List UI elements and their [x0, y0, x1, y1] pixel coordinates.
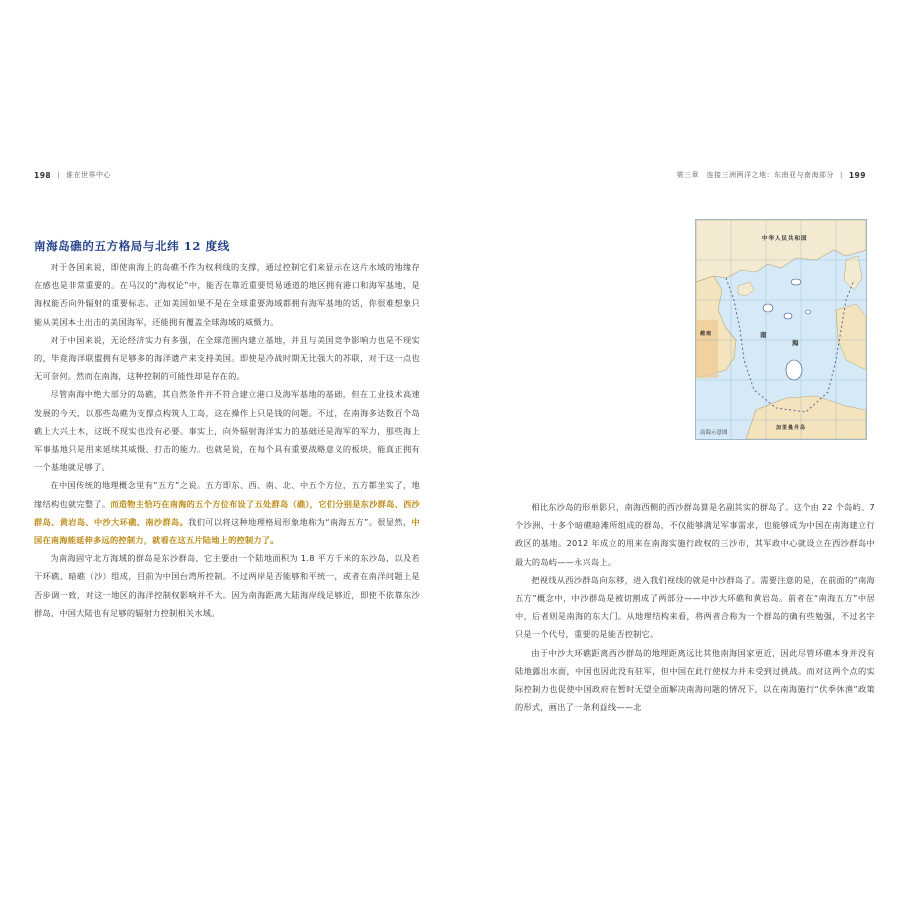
highlighted-text: 中国在南海能延伸多远的控制力，就看在这五片陆地上的控制力了。	[34, 516, 420, 546]
right-running-head-title: 第三章 连接三洲两洋之地：东南亚与南海部分	[676, 171, 834, 179]
section-title: 南海岛礁的五方格局与北纬 12 度线	[34, 239, 230, 253]
map-label-sea-1: 南	[760, 331, 768, 339]
paragraph	[515, 644, 875, 717]
right-body-text	[515, 498, 875, 716]
map-label-borneo: 加里曼丹岛	[776, 425, 807, 431]
map-label-china: 中华人民共和国	[762, 236, 808, 242]
paragraph	[34, 476, 420, 549]
south-china-sea-map	[695, 219, 867, 440]
huangyan-island	[806, 310, 811, 314]
paragraph-text: 对于各国来说，即使南海上的岛礁不作为权利线的支撑，通过控制它们来显示在这片水域的地缘存在感也是非常重要的。在马汉的“海权论”中，能否在靠近重要贸易通道的地区拥有港口和海军基地，是海权能否向外辐射的重要标志。正如美国如果不是在全球重要海域都拥有海军基地的话，你很难想象只能从美国本土出击的美国海军，还能拥有覆盖全球海域的威慑力。	[34, 262, 420, 327]
paragraph-text: 在中国传统的地理概念里有“五方”之说。五方即东、西、南、北、中五个方位，五方都坐实了，地缘结构也就完整了。	[34, 480, 420, 509]
paragraph-text: 把视线从西沙群岛向东移，进入我们视线的就是中沙群岛了。需要注意的是，在前面的“南海五方”概念中，中沙群岛是被切割成了两部分——中沙大环礁和黄岩岛。前者在“南海五方”中居中，后者则是南海的东大门。从地理结构来看，将两者合称为一个群岛的确有些勉强，不过名字只是一个代号，重要的是能否控制它。	[515, 574, 875, 640]
highlighted-region	[696, 320, 718, 378]
paragraph	[34, 549, 420, 622]
running-head-separator: |	[57, 171, 61, 179]
paragraph-text: 相比东沙岛的形单影只，南海西侧的西沙群岛算是名副其实的群岛了。这个由 22 个岛屿、7 个沙洲、十多个暗礁暗滩所组成的群岛，不仅能够满足军事需求，也能够成为中国在南海建立行政区的基地。2012 年成立的用来在南海实施行政权的三沙市，其军政中心就设立在西沙群岛中最大的岛屿——永兴岛上。	[515, 502, 875, 567]
xisha-islands	[763, 304, 773, 312]
left-running-head	[34, 170, 111, 180]
nine-dash-line	[726, 278, 854, 412]
right-page	[450, 0, 900, 900]
highlighted-text: 而造物主恰巧在南海的五个方位布设了五处群岛（礁），它们分别是东沙群岛、西沙群岛、黄岩岛、中沙大环礁、南沙群岛。	[34, 498, 420, 527]
paragraph	[34, 385, 420, 476]
zhongsha-atoll	[784, 313, 792, 319]
philippines-landmass	[836, 304, 866, 370]
nansha-islands	[786, 360, 802, 380]
china-landmass	[696, 220, 866, 282]
running-head-separator: |	[839, 171, 843, 179]
paragraph	[34, 331, 420, 386]
map-caption: 南海示意图	[700, 430, 728, 436]
left-running-head-title: 谁在世界中心	[66, 171, 112, 179]
map-label-sea-2: 海	[792, 339, 800, 347]
paragraph	[515, 498, 875, 571]
paragraph-text: 由于中沙大环礁距离西沙群岛的地理距离远比其他南海国家更近，因此尽管环礁本身并没有陆地露出水面，中国也因此没有驻军，但中国在此行使权力并未受到过挑战。而对这两个点的实际控制力也促使中国政府在暂时无望全面解决南海问题的情况下，以在南海施行“伏季休渔”政策的形式，画出了一条利益线——北	[515, 647, 875, 713]
map-graphic	[696, 220, 866, 439]
borneo-landmass	[746, 396, 866, 439]
dongsha-islands	[791, 279, 801, 285]
paragraph	[515, 571, 875, 644]
island-groups	[763, 279, 811, 380]
right-page-number: 199	[848, 170, 866, 180]
left-page-number: 198	[34, 170, 52, 180]
left-body-text	[34, 258, 420, 622]
paragraph	[34, 258, 420, 331]
paragraph-text: 对于中国来说，无论经济实力有多强，在全球范围内建立基地，并且与美国竞争影响力也是不现实的，毕竟海洋联盟拥有足够多的海洋遗产来支持美国。即使是冷战时期无比强大的苏联，对于这一点也无可奈何。然而在南海，这种控制的可能性却是存在的。	[34, 334, 420, 382]
paragraph-text: 我们可以将这种地理格局形象地称为“南海五方”。很显然，	[188, 516, 412, 527]
paragraph-text: 尽管南海中绝大部分的岛礁，其自然条件并不符合建立港口及海军基地的基础，但在工业技术高速发展的今天，以那些岛礁为支撑点构筑人工岛，这在操作上只是钱的问题。不过，在南海多达数百个岛礁上大兴土木，这既不现实也没有必要。事实上，向外辐射海洋实力的基础还是海军的军力，那些海上军事基地只是用来延续其威慑、打击的能力。也就是说，在每个具有重要战略意义的板块，能真正拥有一个基地就足够了。	[34, 389, 420, 473]
taiwan-island	[844, 256, 862, 290]
paragraph-text: 为南海固守北方海域的群岛是东沙群岛，它主要由一个陆地面积为 1.8 平方千米的东沙岛，以及若干环礁、暗礁（沙）组成，目前为中国台湾所控制。不过两岸是否能够和平统一，或者在南洋问题上是否步调一致，对这一地区的海洋控制权影响并不大。因为南海距离大陆海岸线足够近，即使不依靠东沙群岛，中国大陆也有足够的辐射力控制相关水域。	[34, 553, 420, 618]
right-running-head	[676, 170, 866, 180]
map-label-vietnam: 越南	[700, 331, 713, 337]
hainan-island	[738, 282, 754, 296]
